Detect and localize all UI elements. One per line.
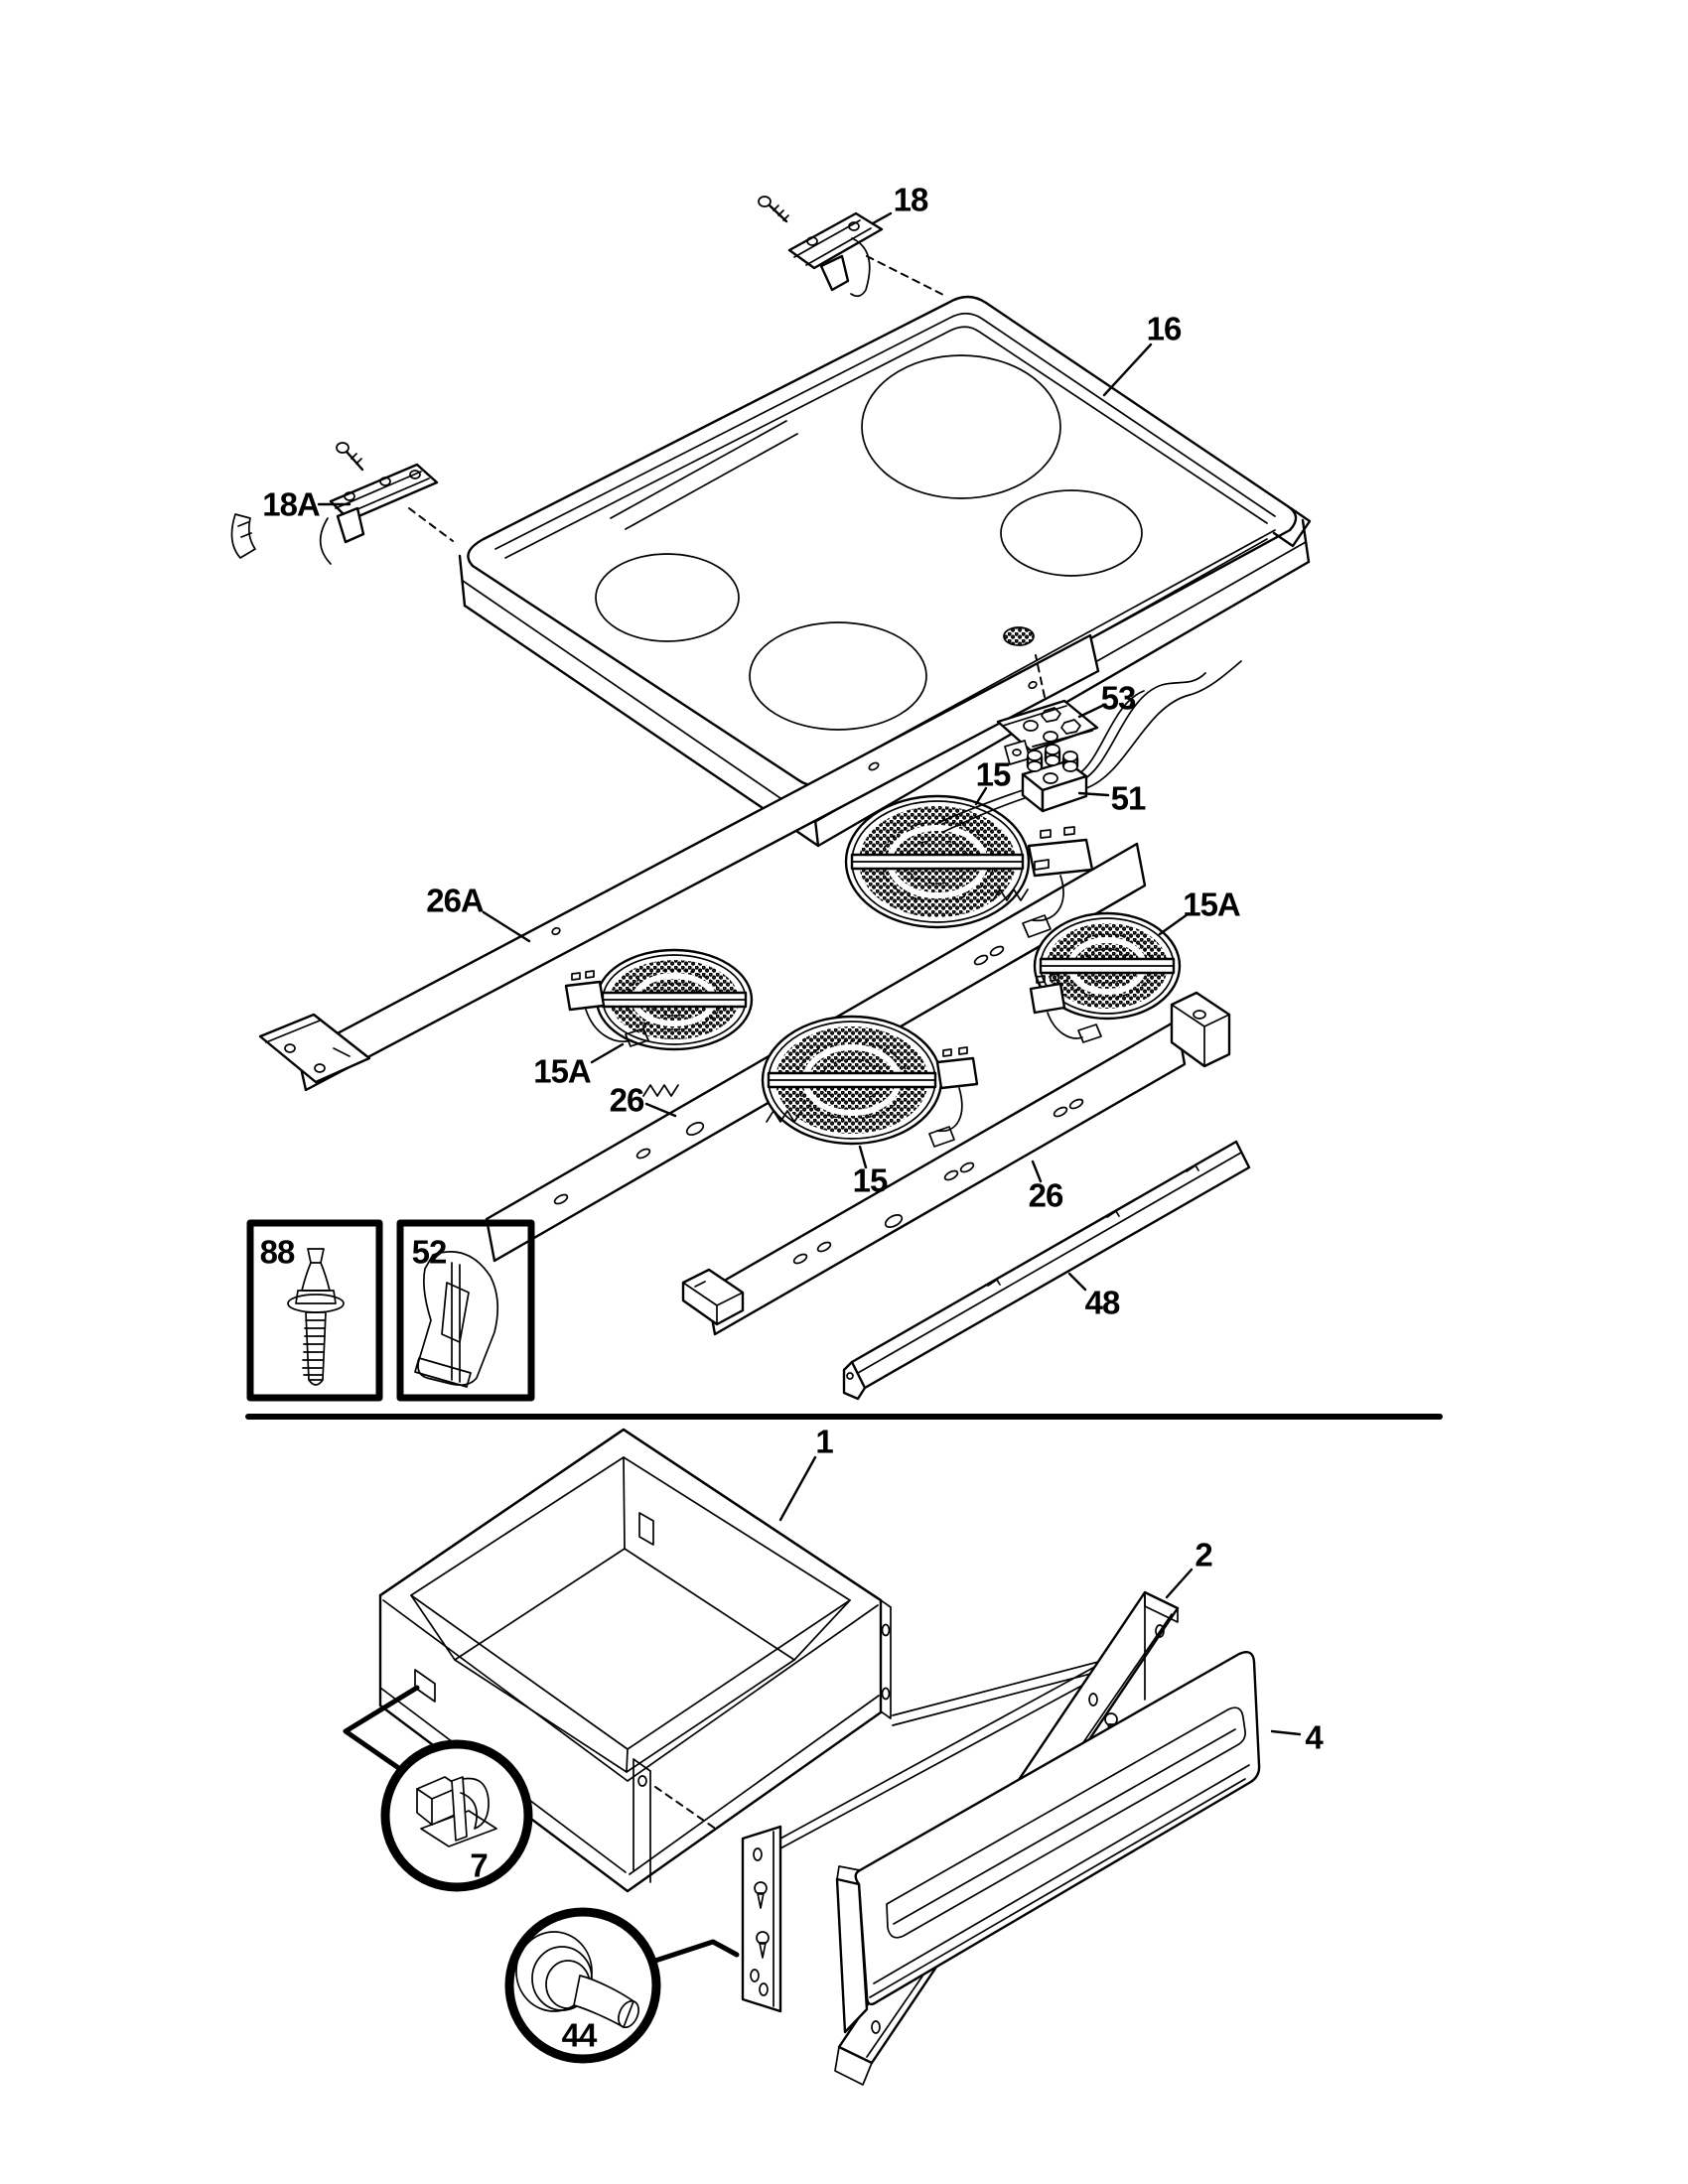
part-label-15-top: 15: [975, 755, 1011, 793]
part-label-16: 16: [1146, 310, 1182, 347]
part-label-18a: 18A: [262, 485, 320, 523]
part-label-18: 18: [893, 181, 928, 218]
part-label-88: 88: [259, 1233, 295, 1271]
part-label-15a-right: 15A: [1183, 886, 1240, 923]
drawer-front-4: [837, 1652, 1259, 2032]
support-rail-26-front: [683, 993, 1229, 1334]
part-label-15-bottom: 15: [852, 1161, 888, 1199]
part-label-51: 51: [1110, 779, 1146, 817]
part-label-52: 52: [411, 1233, 447, 1271]
part-label-26-left: 26: [609, 1081, 644, 1119]
part-label-53: 53: [1100, 679, 1136, 717]
part-label-7: 7: [470, 1846, 488, 1884]
radiant-element-15a-left: [566, 950, 752, 1096]
part-label-26a: 26A: [426, 882, 484, 919]
callout-circle-44: [509, 1912, 737, 2059]
part-label-26-right: 26: [1028, 1176, 1063, 1214]
radiant-element-15-bottom: [763, 1017, 977, 1147]
part-label-44: 44: [561, 2016, 597, 2054]
radiant-element-15a-right: [1031, 913, 1180, 1042]
part-label-48: 48: [1084, 1284, 1120, 1321]
part-label-2: 2: [1195, 1536, 1212, 1573]
part-label-1: 1: [815, 1423, 833, 1460]
part-label-15a-left: 15A: [533, 1052, 591, 1090]
part-label-4: 4: [1305, 1718, 1323, 1756]
